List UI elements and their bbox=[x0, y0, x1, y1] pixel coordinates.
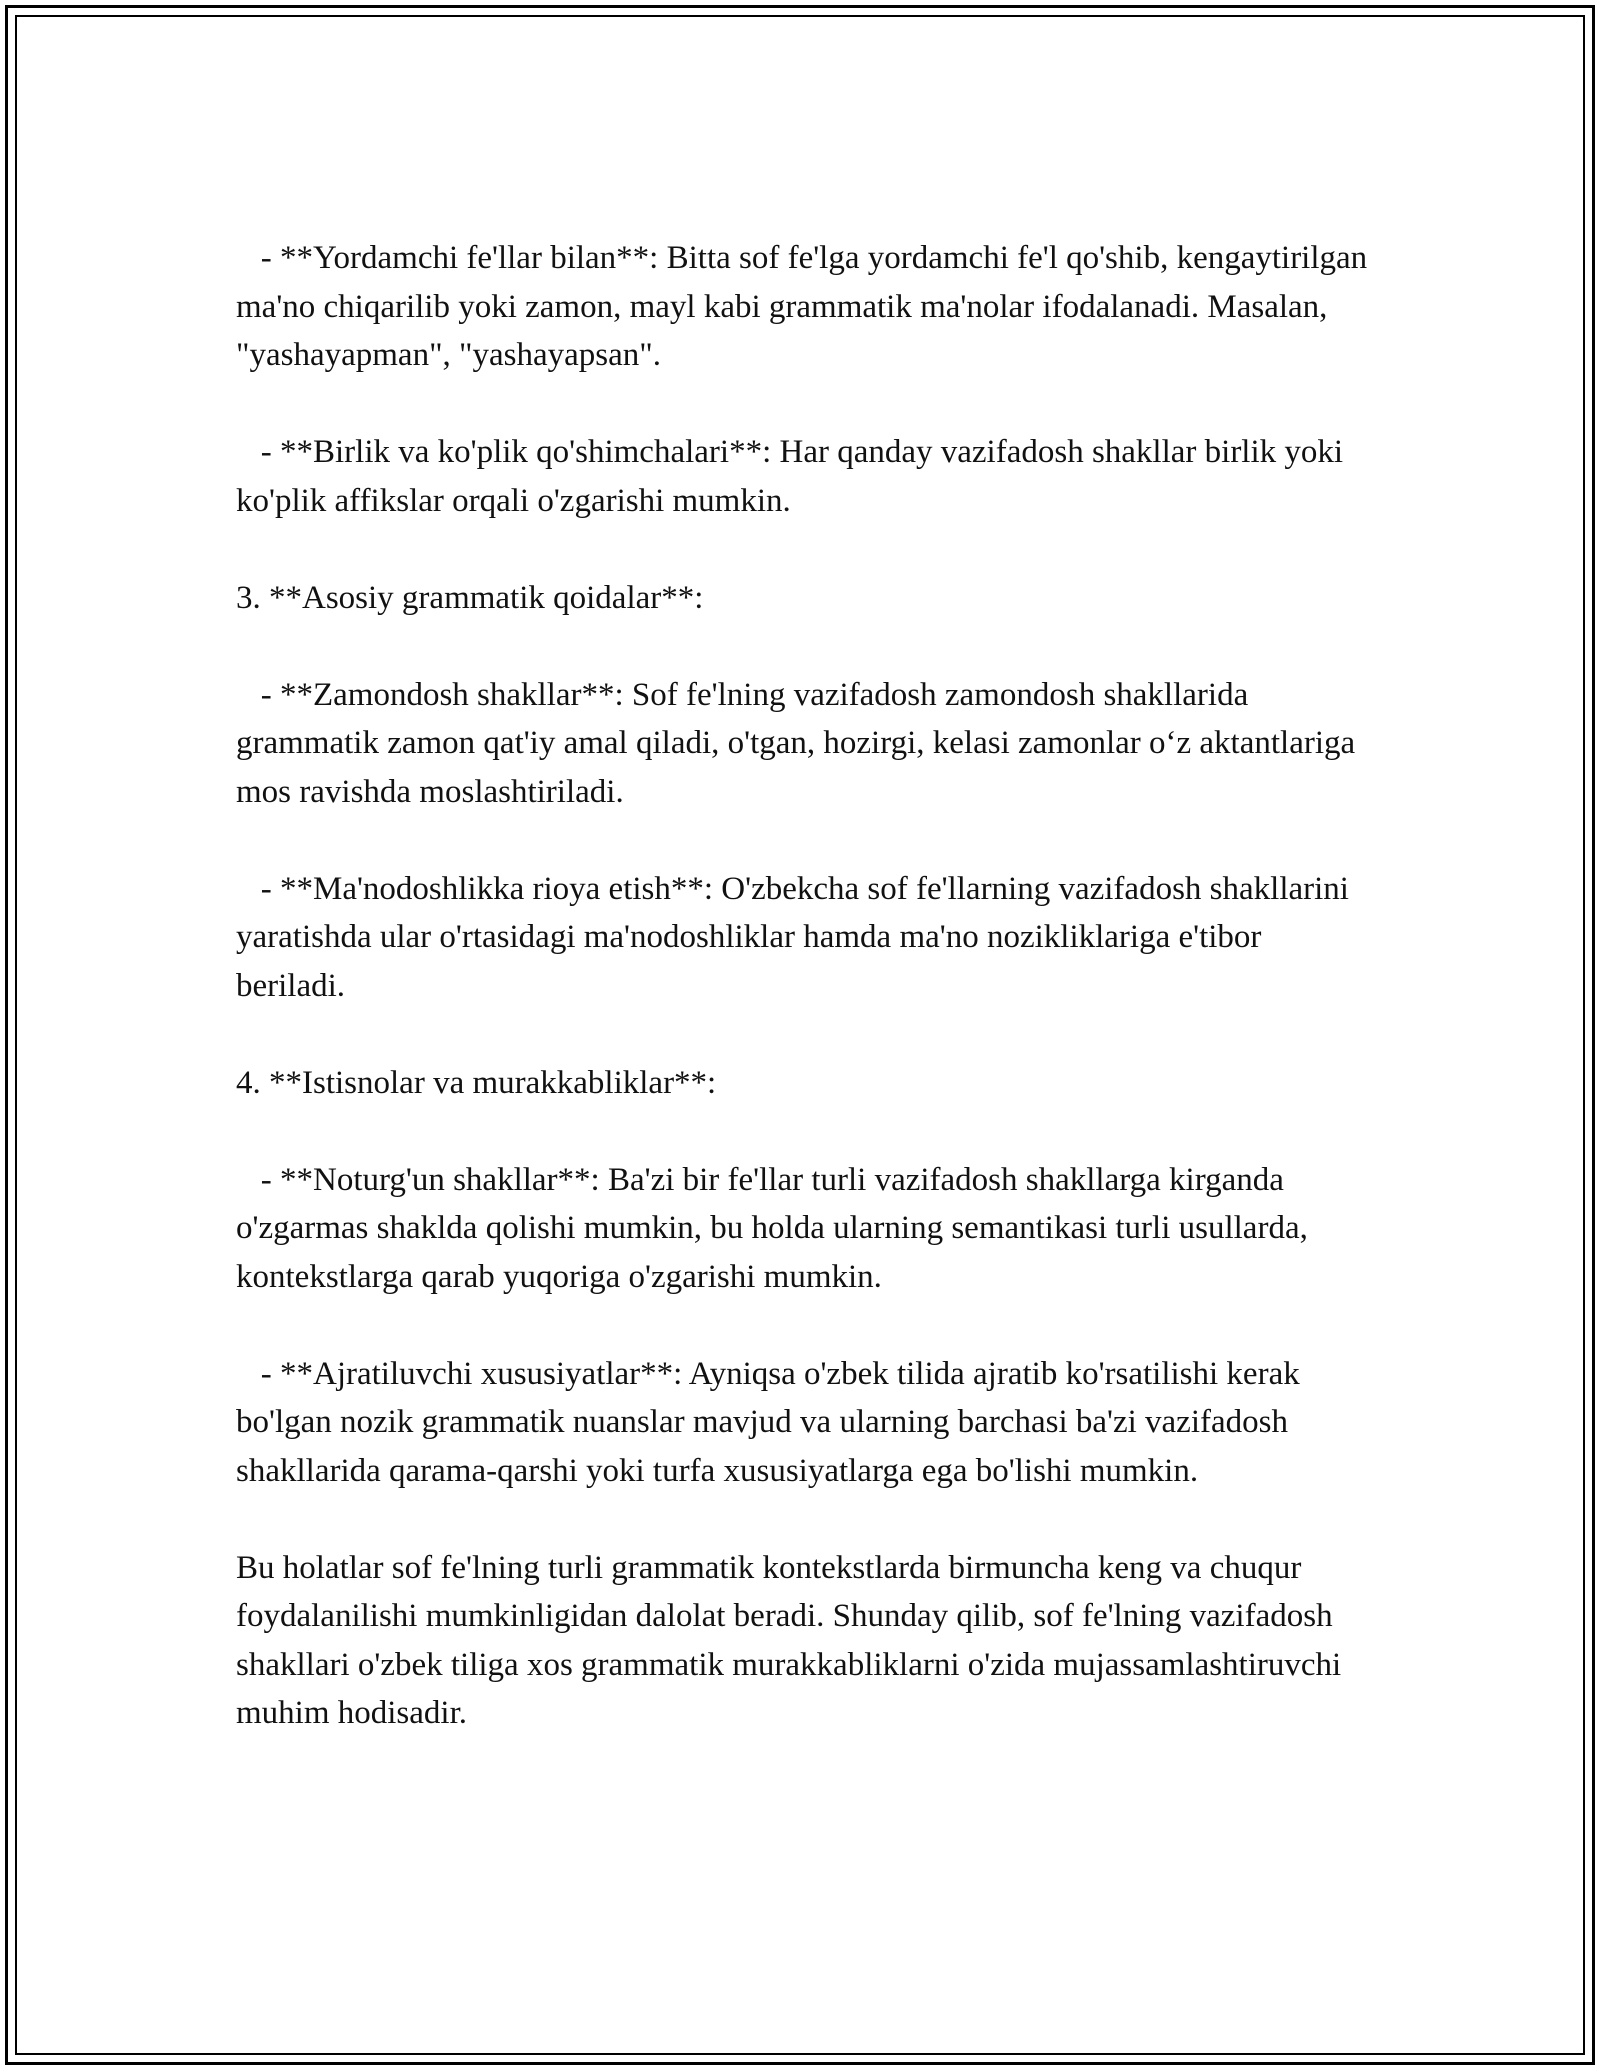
paragraph-yordamchi-fellar: - **Yordamchi fe'llar bilan**: Bitta sof fe'lga yordamchi fe'l qo'shib, kengaytirilgan ma'no chiqarilib yoki zamon, mayl kabi grammatik ma'nolar ifodalanadi. Masalan, "yashayapman", "yashayapsan". bbox=[236, 240, 1376, 373]
section-heading-asosiy-qoidalar: 3. **Asosiy grammatik qoidalar**: bbox=[236, 579, 704, 616]
paragraph-birlik-koplik: - **Birlik va ko'plik qo'shimchalari**: Har qanday vazifadosh shakllar birlik yoki ko'plik affikslar orqali o'zgarishi mumkin. bbox=[236, 434, 1352, 519]
paragraph-ajratiluvchi-xususiyatlar: - **Ajratiluvchi xususiyatlar**: Ayniqsa o'zbek tilida ajratib ko'rsatilishi kerak bo'lgan nozik grammatik nuanslar mavjud va ularning barchasi ba'zi vazifadosh shakllarida qarama-qarshi yoki turfa xususiyatlarga ega bo'lishi mumkin. bbox=[236, 1355, 1308, 1489]
document-body bbox=[236, 234, 1376, 1738]
section-heading-istisnolar: 4. **Istisnolar va murakkabliklar**: bbox=[236, 1064, 717, 1101]
paragraph-manodoshlik: - **Ma'nodoshlikka rioya etish**: O'zbekcha sof fe'llarning vazifadosh shakllarini yaratishda ular o'rtasidagi ma'nodoshliklar hamda ma'no nozikliklariga e'tibor beriladi. bbox=[236, 870, 1358, 1004]
paragraph-noturgun-shakllar: - **Noturg'un shakllar**: Ba'zi bir fe'llar turli vazifadosh shakllarga kirganda o'zgarmas shaklda qolishi mumkin, bu holda ularning semantikasi turli usullarda, kontekstlarga qarab yuqoriga o'zgarishi mumkin. bbox=[236, 1161, 1317, 1295]
paragraph-conclusion: Bu holatlar sof fe'lning turli grammatik kontekstlarda birmuncha keng va chuqur foydalanilishi mumkinligidan dalolat beradi. Shunday qilib, sof fe'lning vazifadosh shakllari o'zbek tiliga xos grammatik murakkabliklarni o'zida mujassamlashtiruvchi muhim hodisadir. bbox=[236, 1549, 1350, 1731]
paragraph-zamondosh-shakllar: - **Zamondosh shakllar**: Sof fe'lning vazifadosh zamondosh shakllarida grammatik zamon qat'iy amal qiladi, o'tgan, hozirgi, kelasi zamonlar o‘z aktantlariga mos ravishda moslashtiriladi. bbox=[236, 676, 1364, 810]
